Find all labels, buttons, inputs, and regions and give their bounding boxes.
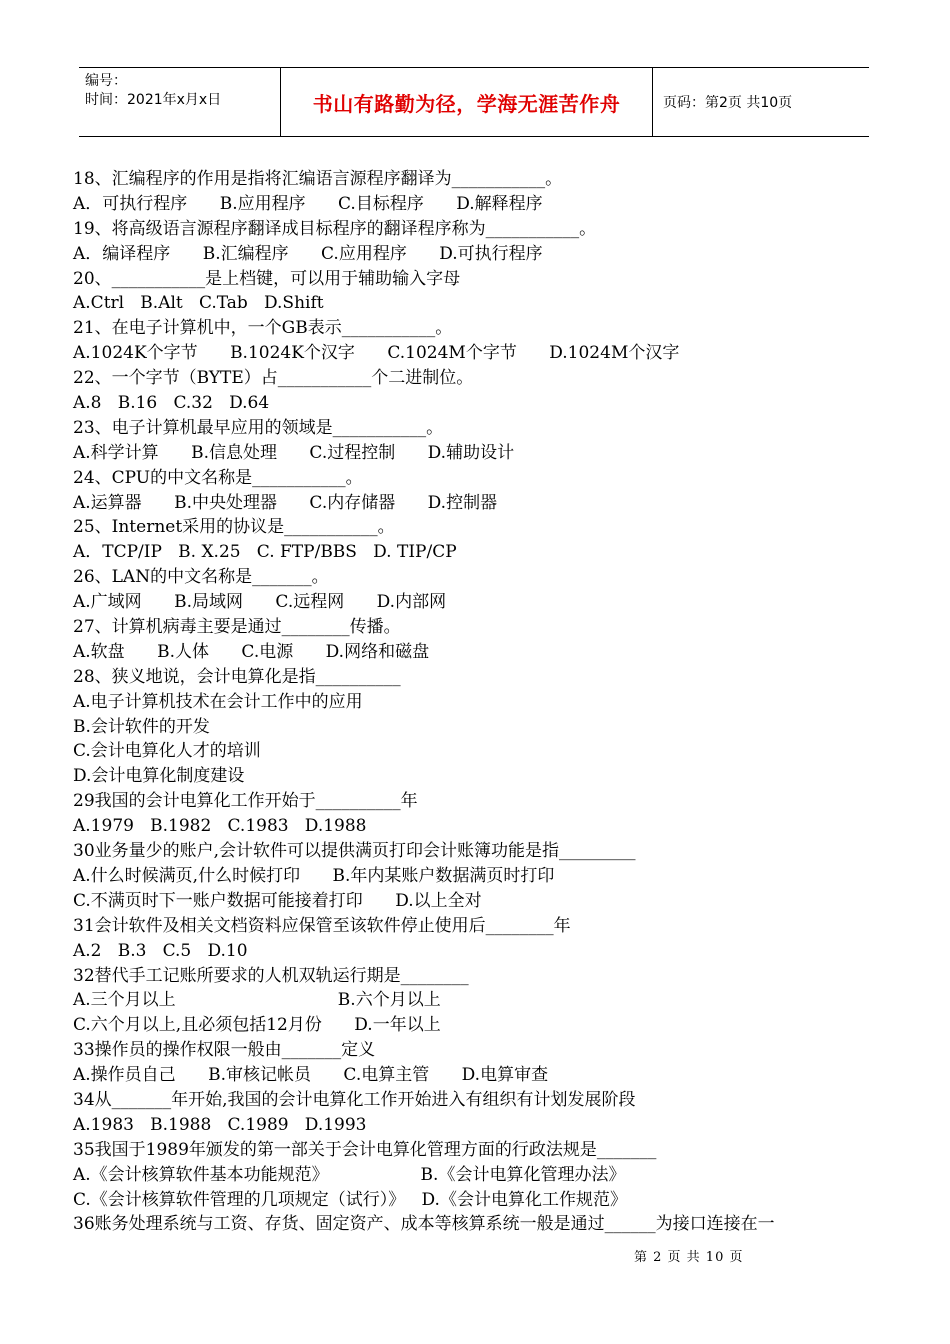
document-line: A.电子计算机技术在会计工作中的应用 <box>73 691 363 712</box>
document-line: C.不满页时下一账户数据可能接着打印 D.以上全对 <box>73 890 482 911</box>
document-line: 25、Internet采用的协议是___________。 <box>73 517 395 538</box>
header-page-number: 页码：第2页 共10页 <box>663 95 793 111</box>
document-line: 26、LAN的中文名称是_______。 <box>73 567 329 588</box>
document-line: 22、一个字节（BYTE）占___________个二进制位。 <box>73 368 474 389</box>
page-footer: 第 2 页 共 10 页 <box>634 1250 744 1265</box>
document-line: A.8 B.16 C.32 D.64 <box>73 393 270 414</box>
document-line: C.《会计核算软件管理的几项规定（试行）》 D.《会计电算化工作规范》 <box>73 1189 627 1210</box>
header-meta <box>79 68 281 136</box>
document-line: C.会计电算化人才的培训 <box>73 741 261 762</box>
document-line: 24、CPU的中文名称是___________。 <box>73 467 363 488</box>
document-line: A．TCP/IP B. X.25 C. FTP/BBS D. TIP/CP <box>73 542 457 563</box>
document-line: A.1024K个字节 B.1024K个汉字 C.1024M个字节 D.1024M个汉字 <box>73 343 680 364</box>
document-line: A.软盘 B.人体 C.电源 D.网络和磁盘 <box>73 641 430 662</box>
document-line: A.运算器 B.中央处理器 C.内存储器 D.控制器 <box>73 492 498 513</box>
header-motto: 书山有路勤为径，学海无涯苦作舟 <box>281 68 653 136</box>
document-line: D.会计电算化制度建设 <box>73 766 245 787</box>
document-line: 30业务量少的账户,会计软件可以提供满页打印会计账簿功能是指_________ <box>73 841 636 862</box>
document-line: A.三个月以上 B.六个月以上 <box>73 990 441 1011</box>
document-line: 32替代手工记账所要求的人机双轨运行期是________ <box>73 965 469 986</box>
document-line: A.《会计核算软件基本功能规范》 B.《会计电算化管理办法》 <box>73 1164 626 1185</box>
document-line: 36账务处理系统与工资、存货、固定资产、成本等核算系统一般是通过______为接口连接在一 <box>73 1214 775 1235</box>
document-line: A.Ctrl B.Alt C.Tab D.Shift <box>73 293 324 314</box>
document-line: 21、在电子计算机中，一个GB表示___________。 <box>73 318 453 339</box>
document-line: C.六个月以上,且必须包括12月份 D.一年以上 <box>73 1015 441 1036</box>
document-date-label: 时间：2021年x月x日 <box>85 92 222 108</box>
document-line: 29我国的会计电算化工作开始于__________年 <box>73 791 418 812</box>
document-line: A．可执行程序 B.应用程序 C.目标程序 D.解释程序 <box>73 193 543 214</box>
document-line: 35我国于1989年颁发的第一部关于会计电算化管理方面的行政法规是_______ <box>73 1139 657 1160</box>
document-line: 34从_______年开始,我国的会计电算化工作开始进入有组织有计划发展阶段 <box>73 1089 636 1110</box>
document-line: A.操作员自己 B.审核记帐员 C.电算主管 D.电算审查 <box>73 1065 549 1086</box>
document-line: A.科学计算 B.信息处理 C.过程控制 D.辅助设计 <box>73 442 515 463</box>
document-line: A.1983 B.1988 C.1989 D.1993 <box>73 1114 367 1135</box>
document-line: 19、将高级语言源程序翻译成目标程序的翻译程序称为___________。 <box>73 218 597 239</box>
document-line: A．编译程序 B.汇编程序 C.应用程序 D.可执行程序 <box>73 243 543 264</box>
document-line: A.什么时候满页,什么时候打印 B.年内某账户数据满页时打印 <box>73 865 555 886</box>
document-line: 31会计软件及相关文档资料应保管至该软件停止使用后________年 <box>73 915 571 936</box>
document-number-label: 编号： <box>85 73 127 89</box>
page-header <box>79 67 869 137</box>
question-list <box>73 167 893 1237</box>
document-line: B.会计软件的开发 <box>73 716 210 737</box>
document-line: 33操作员的操作权限一般由_______定义 <box>73 1040 376 1061</box>
document-line: A.1979 B.1982 C.1983 D.1988 <box>73 816 367 837</box>
document-line: 18、汇编程序的作用是指将汇编语言源程序翻译为___________。 <box>73 169 563 189</box>
document-line: A.2 B.3 C.5 D.10 <box>73 940 248 961</box>
document-line: A.广域网 B.局域网 C.远程网 D.内部网 <box>73 592 447 613</box>
document-line: 27、计算机病毒主要是通过________传播。 <box>73 617 401 638</box>
document-line: 28、狭义地说，会计电算化是指__________ <box>73 666 401 687</box>
document-line: 20、___________是上档键，可以用于辅助输入字母 <box>73 268 461 289</box>
document-line: 23、电子计算机最早应用的领域是___________。 <box>73 417 444 438</box>
